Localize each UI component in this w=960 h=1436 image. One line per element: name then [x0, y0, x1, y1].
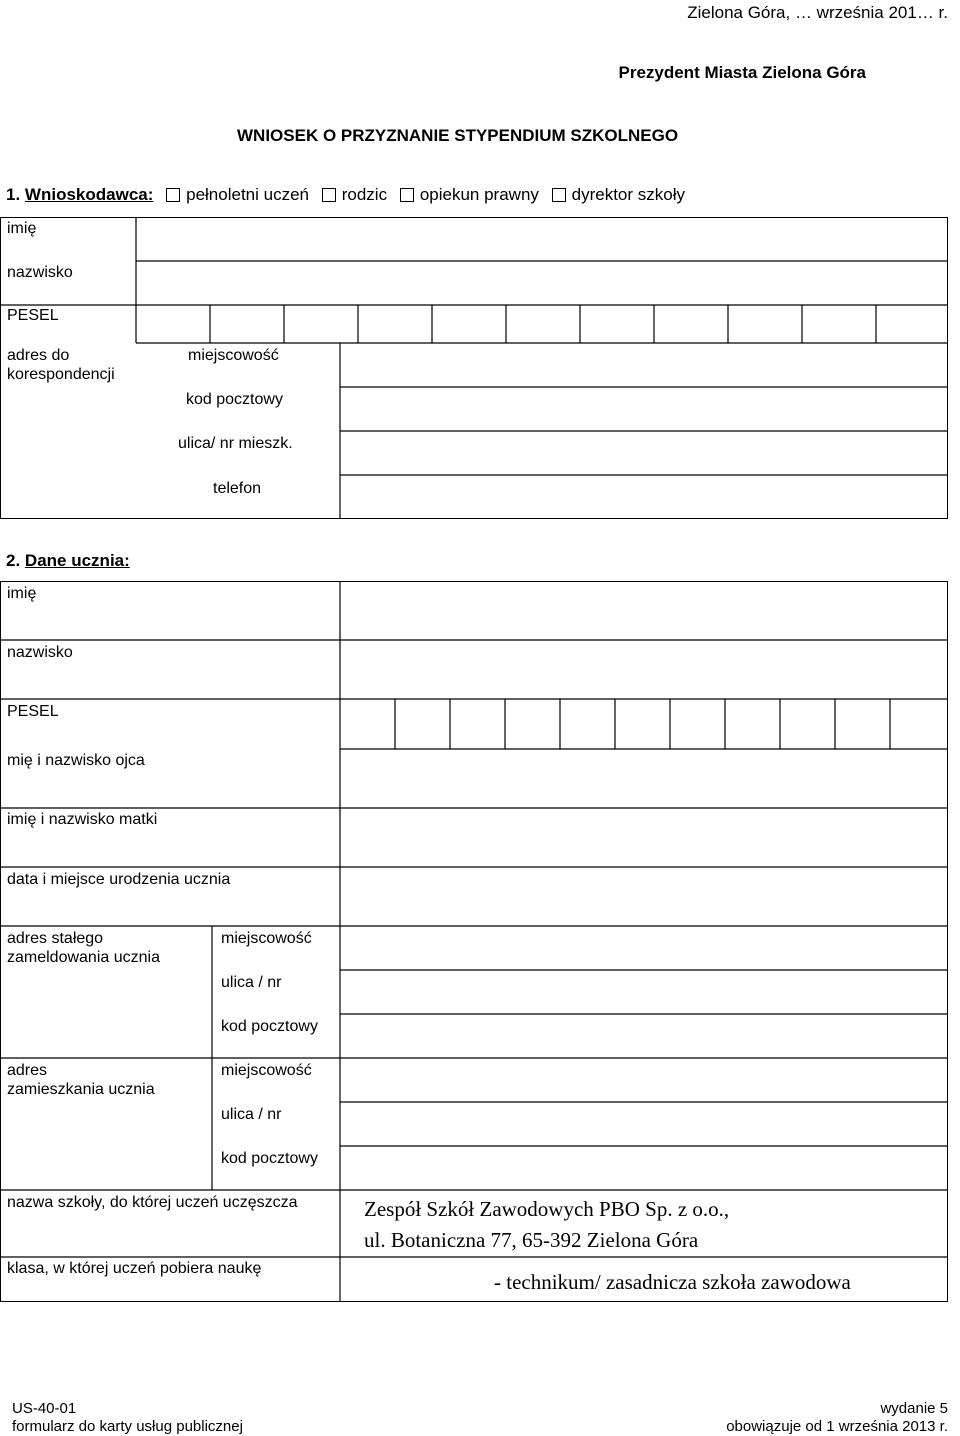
applicant-address-label-1: adres do: [7, 347, 70, 364]
applicant-phone-label: telefon: [213, 480, 262, 497]
applicant-name-label: imię: [7, 220, 37, 237]
applicant-surname-label: nazwisko: [7, 264, 73, 281]
permanent-postcode-label: kod pocztowy: [221, 1018, 318, 1035]
section1-title: Wnioskodawca:: [24, 185, 154, 204]
mother-name-label: imię i nazwisko matki: [7, 811, 158, 828]
residence-postcode-label: kod pocztowy: [221, 1150, 318, 1167]
residence-address-label-1: adres: [7, 1062, 48, 1079]
footer-valid-from: obowiązuje od 1 września 2013 r.: [726, 1418, 948, 1435]
student-surname-label: nazwisko: [7, 644, 73, 661]
applicant-address-label-2: korespondencji: [7, 366, 115, 383]
option-dyrektor-label: dyrektor szkoły: [571, 185, 686, 204]
option-pelnoletni-label: pełnoletni uczeń: [186, 185, 309, 204]
student-name-label: imię: [7, 585, 37, 602]
form-title: WNIOSEK O PRZYZNANIE STYPENDIUM SZKOLNEGO: [237, 126, 679, 145]
permanent-address-label-2: zameldowania ucznia: [7, 949, 160, 966]
option-opiekun-label: opiekun prawny: [419, 185, 539, 204]
school-name-value-2: ul. Botaniczna 77, 65-392 Zielona Góra: [364, 1228, 699, 1252]
section2-heading: [6, 552, 130, 569]
student-pesel-label: PESEL: [7, 703, 59, 720]
footer-edition: wydanie 5: [880, 1400, 948, 1417]
father-name-label: mię i nazwisko ojca: [7, 752, 145, 769]
recipient: Prezydent Miasta Zielona Góra: [618, 63, 866, 82]
applicant-street-label: ulica/ nr mieszk.: [178, 435, 293, 452]
permanent-city-label: miejscowość: [221, 930, 312, 947]
applicant-city-label: miejscowość: [188, 347, 279, 364]
residence-city-label: miejscowość: [221, 1062, 312, 1079]
permanent-street-label: ulica / nr: [221, 974, 282, 991]
class-label: klasa, w której uczeń pobiera naukę: [7, 1260, 262, 1277]
school-name-value-1: Zespół Szkół Zawodowych PBO Sp. z o.o.,: [364, 1197, 730, 1221]
residence-address-label-2: zamieszkania ucznia: [7, 1081, 155, 1098]
footer-form-name: formularz do karty usług publicznej: [12, 1418, 243, 1435]
place-date: Zielona Góra, … września 201… r.: [687, 3, 948, 22]
permanent-address-label-1: adres stałego: [7, 930, 104, 947]
birth-data-label: data i miejsce urodzenia ucznia: [7, 871, 231, 888]
applicant-pesel-label: PESEL: [7, 307, 59, 324]
school-name-label: nazwa szkoły, do której uczeń uczęszcza: [7, 1194, 298, 1211]
option-rodzic-label: rodzic: [341, 185, 388, 204]
residence-street-label: ulica / nr: [221, 1106, 282, 1123]
section2-title: Dane ucznia:: [24, 551, 130, 570]
section1-number: 1.: [6, 185, 21, 204]
class-value: - technikum/ zasadnicza szkoła zawodowa: [494, 1270, 851, 1294]
applicant-postcode-label: kod pocztowy: [186, 391, 283, 408]
footer-code: US-40-01: [12, 1400, 77, 1417]
section2-number: 2.: [6, 551, 21, 570]
